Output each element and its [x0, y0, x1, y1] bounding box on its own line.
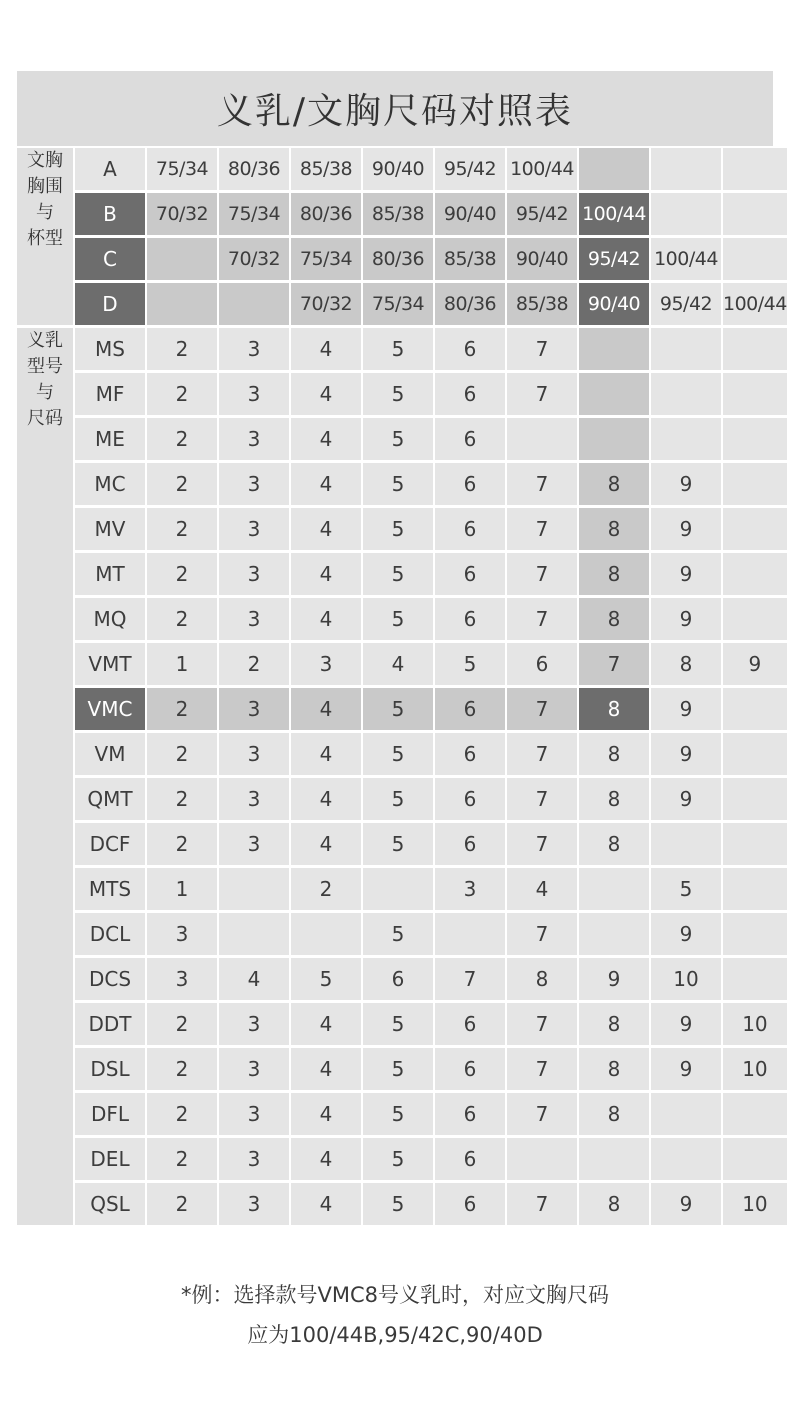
prosthesis-size-cell: 4 [363, 643, 433, 688]
bra-size-group-header [17, 148, 73, 328]
prosthesis-size-cell: 7 [507, 1183, 577, 1228]
prosthesis-size-cell: 5 [363, 553, 433, 598]
prosthesis-size-cell: 4 [291, 823, 361, 868]
group-header-text: 杯型 [27, 228, 63, 249]
prosthesis-group-header [17, 328, 73, 1228]
prosthesis-size-cell: 5 [363, 913, 433, 958]
prosthesis-size-cell: 3 [219, 823, 289, 868]
prosthesis-size-cell [723, 958, 787, 1003]
prosthesis-size-cell [579, 418, 649, 463]
prosthesis-size-cell: 5 [363, 463, 433, 508]
prosthesis-size-cell: 7 [507, 1003, 577, 1048]
cup-label: B [75, 193, 145, 238]
prosthesis-size-cell [723, 1093, 787, 1138]
bra-size-cell [723, 238, 787, 283]
prosthesis-size-cell: 1 [147, 643, 217, 688]
model-label: MV [75, 508, 145, 553]
model-label: DEL [75, 1138, 145, 1183]
prosthesis-size-cell: 6 [435, 1093, 505, 1138]
bra-size-cell: 75/34 [219, 193, 289, 238]
bra-size-cell: 95/42 [651, 283, 721, 328]
model-label: DCL [75, 913, 145, 958]
prosthesis-size-cell: 4 [291, 688, 361, 733]
prosthesis-size-cell [723, 418, 787, 463]
model-label: QSL [75, 1183, 145, 1228]
bra-size-cell: 100/44 [723, 283, 787, 328]
prosthesis-size-cell: 7 [507, 688, 577, 733]
prosthesis-size-cell: 5 [363, 1138, 433, 1183]
cup-label: D [75, 283, 145, 328]
prosthesis-size-cell: 4 [291, 1183, 361, 1228]
bra-size-cell [579, 148, 649, 193]
prosthesis-size-cell: 8 [579, 598, 649, 643]
prosthesis-size-cell: 2 [147, 778, 217, 823]
prosthesis-size-cell: 2 [147, 1138, 217, 1183]
prosthesis-size-cell: 6 [435, 1183, 505, 1228]
prosthesis-size-cell [723, 778, 787, 823]
prosthesis-size-cell: 9 [651, 508, 721, 553]
prosthesis-size-cell [723, 508, 787, 553]
bra-size-cell: 70/32 [147, 193, 217, 238]
cup-label: A [75, 148, 145, 193]
prosthesis-size-cell: 2 [147, 553, 217, 598]
prosthesis-size-cell: 3 [219, 1093, 289, 1138]
prosthesis-size-cell: 4 [291, 508, 361, 553]
bra-size-cell: 80/36 [219, 148, 289, 193]
prosthesis-size-cell: 2 [147, 733, 217, 778]
prosthesis-size-cell: 3 [435, 868, 505, 913]
prosthesis-size-cell: 4 [291, 328, 361, 373]
bra-size-cell: 70/32 [219, 238, 289, 283]
prosthesis-size-cell [723, 598, 787, 643]
prosthesis-size-cell: 5 [363, 733, 433, 778]
prosthesis-size-cell: 5 [363, 373, 433, 418]
prosthesis-size-cell: 6 [435, 418, 505, 463]
note-line-2: 应为100/44B,95/42C,90/40D [247, 1323, 543, 1347]
group-header-text: 胸围 [27, 176, 63, 197]
model-label: MT [75, 553, 145, 598]
group-header-text: 义乳 [27, 330, 63, 351]
prosthesis-size-cell: 9 [651, 733, 721, 778]
group-header-text: 型号 [27, 356, 63, 377]
prosthesis-size-cell: 6 [507, 643, 577, 688]
prosthesis-size-cell: 2 [147, 1093, 217, 1138]
prosthesis-size-cell [723, 1138, 787, 1183]
prosthesis-size-cell [579, 913, 649, 958]
prosthesis-size-cell: 3 [147, 913, 217, 958]
prosthesis-size-cell: 8 [579, 1048, 649, 1093]
prosthesis-size-cell: 3 [219, 598, 289, 643]
prosthesis-size-cell: 6 [435, 823, 505, 868]
prosthesis-size-cell: 6 [435, 373, 505, 418]
prosthesis-size-cell: 8 [579, 778, 649, 823]
prosthesis-size-cell: 8 [579, 1183, 649, 1228]
model-label: DFL [75, 1093, 145, 1138]
bra-size-cell: 75/34 [147, 148, 217, 193]
prosthesis-size-cell: 9 [723, 643, 787, 688]
prosthesis-size-cell: 8 [651, 643, 721, 688]
model-label: DCF [75, 823, 145, 868]
prosthesis-size-cell: 7 [507, 463, 577, 508]
prosthesis-size-cell: 6 [435, 1003, 505, 1048]
prosthesis-size-cell: 5 [363, 823, 433, 868]
prosthesis-size-cell: 8 [579, 1003, 649, 1048]
note-line-1: *例：选择款号VMC8号义乳时，对应文胸尺码 [180, 1283, 609, 1307]
prosthesis-size-cell: 4 [219, 958, 289, 1003]
bra-size-cell: 85/38 [291, 148, 361, 193]
prosthesis-size-cell: 4 [291, 418, 361, 463]
prosthesis-size-cell: 10 [723, 1183, 787, 1228]
prosthesis-size-cell: 9 [651, 688, 721, 733]
model-label: QMT [75, 778, 145, 823]
prosthesis-size-cell: 5 [363, 778, 433, 823]
prosthesis-size-cell: 2 [291, 868, 361, 913]
model-label: DSL [75, 1048, 145, 1093]
model-label: MQ [75, 598, 145, 643]
group-header-text: 文胸 [27, 150, 63, 171]
model-label: ME [75, 418, 145, 463]
prosthesis-size-cell: 6 [435, 733, 505, 778]
prosthesis-size-cell [219, 913, 289, 958]
prosthesis-size-cell: 5 [363, 508, 433, 553]
prosthesis-size-cell [723, 913, 787, 958]
prosthesis-size-cell: 2 [147, 463, 217, 508]
prosthesis-size-cell: 2 [219, 643, 289, 688]
prosthesis-size-cell: 6 [435, 508, 505, 553]
prosthesis-size-cell [507, 418, 577, 463]
bra-size-cell: 95/42 [579, 238, 649, 283]
bra-size-cell [147, 283, 217, 328]
prosthesis-size-cell [651, 823, 721, 868]
prosthesis-size-cell: 8 [579, 463, 649, 508]
bra-size-cell: 80/36 [363, 238, 433, 283]
bra-size-cell: 80/36 [435, 283, 505, 328]
prosthesis-size-cell [507, 1138, 577, 1183]
prosthesis-size-cell: 3 [219, 553, 289, 598]
prosthesis-size-cell [723, 373, 787, 418]
prosthesis-size-cell: 4 [291, 1093, 361, 1138]
bra-size-cell: 85/38 [435, 238, 505, 283]
prosthesis-size-cell [291, 913, 361, 958]
bra-size-cell [651, 193, 721, 238]
prosthesis-size-cell: 5 [363, 598, 433, 643]
cup-label: C [75, 238, 145, 283]
prosthesis-size-cell: 10 [723, 1048, 787, 1093]
prosthesis-size-cell: 9 [579, 958, 649, 1003]
prosthesis-size-cell [579, 868, 649, 913]
prosthesis-size-cell [219, 868, 289, 913]
prosthesis-size-cell: 7 [507, 733, 577, 778]
model-label: DDT [75, 1003, 145, 1048]
prosthesis-size-cell: 5 [363, 688, 433, 733]
prosthesis-size-cell: 2 [147, 508, 217, 553]
bra-size-cell: 90/40 [435, 193, 505, 238]
prosthesis-size-cell: 5 [651, 868, 721, 913]
prosthesis-size-cell: 8 [579, 823, 649, 868]
prosthesis-size-cell: 7 [507, 373, 577, 418]
page-title: 义乳/文胸尺码对照表 [17, 71, 773, 146]
prosthesis-size-cell: 4 [291, 733, 361, 778]
prosthesis-size-cell: 9 [651, 553, 721, 598]
prosthesis-size-cell: 5 [363, 1093, 433, 1138]
prosthesis-size-cell: 6 [435, 328, 505, 373]
bra-size-cell: 100/44 [507, 148, 577, 193]
prosthesis-size-cell: 3 [219, 778, 289, 823]
bra-size-cell: 100/44 [579, 193, 649, 238]
example-note [0, 1275, 790, 1355]
prosthesis-size-cell: 3 [219, 1048, 289, 1093]
prosthesis-size-cell: 9 [651, 1183, 721, 1228]
bra-size-cell: 90/40 [363, 148, 433, 193]
prosthesis-size-cell: 8 [579, 1093, 649, 1138]
prosthesis-size-cell [723, 868, 787, 913]
prosthesis-size-cell: 7 [507, 508, 577, 553]
model-label: MC [75, 463, 145, 508]
bra-size-cell [723, 148, 787, 193]
prosthesis-size-cell: 6 [435, 1138, 505, 1183]
prosthesis-size-cell: 7 [507, 328, 577, 373]
model-label: DCS [75, 958, 145, 1003]
prosthesis-size-cell: 6 [435, 688, 505, 733]
model-label: VMT [75, 643, 145, 688]
prosthesis-size-cell [651, 373, 721, 418]
size-chart-table [17, 148, 787, 1228]
prosthesis-size-cell: 8 [579, 553, 649, 598]
prosthesis-size-cell: 8 [579, 688, 649, 733]
prosthesis-size-cell: 8 [507, 958, 577, 1003]
prosthesis-size-cell: 9 [651, 598, 721, 643]
prosthesis-size-cell: 3 [291, 643, 361, 688]
prosthesis-size-cell: 9 [651, 463, 721, 508]
bra-size-cell [147, 238, 217, 283]
prosthesis-size-cell: 4 [291, 778, 361, 823]
prosthesis-size-cell: 3 [219, 508, 289, 553]
prosthesis-size-cell: 5 [435, 643, 505, 688]
prosthesis-size-cell: 1 [147, 868, 217, 913]
prosthesis-size-cell: 4 [291, 598, 361, 643]
prosthesis-size-cell: 7 [507, 1048, 577, 1093]
prosthesis-size-cell: 7 [507, 913, 577, 958]
prosthesis-size-cell: 4 [291, 463, 361, 508]
prosthesis-size-cell [579, 328, 649, 373]
bra-size-cell: 75/34 [291, 238, 361, 283]
prosthesis-size-cell: 6 [435, 598, 505, 643]
bra-size-cell: 95/42 [435, 148, 505, 193]
prosthesis-size-cell [723, 463, 787, 508]
prosthesis-size-cell: 3 [219, 373, 289, 418]
prosthesis-size-cell: 4 [291, 1003, 361, 1048]
bra-size-cell [651, 148, 721, 193]
prosthesis-size-cell: 3 [219, 1183, 289, 1228]
prosthesis-size-cell: 6 [435, 778, 505, 823]
group-header-text: 与 [36, 202, 54, 223]
bra-size-cell: 80/36 [291, 193, 361, 238]
prosthesis-size-cell: 2 [147, 598, 217, 643]
prosthesis-size-cell: 3 [219, 1138, 289, 1183]
bra-size-cell [723, 193, 787, 238]
prosthesis-size-cell: 7 [579, 643, 649, 688]
prosthesis-size-cell: 4 [291, 553, 361, 598]
prosthesis-size-cell: 2 [147, 1048, 217, 1093]
model-label: MF [75, 373, 145, 418]
prosthesis-size-cell: 8 [579, 733, 649, 778]
prosthesis-size-cell: 2 [147, 328, 217, 373]
prosthesis-size-cell [435, 913, 505, 958]
bra-size-cell: 90/40 [507, 238, 577, 283]
prosthesis-size-cell [723, 823, 787, 868]
prosthesis-size-cell [579, 373, 649, 418]
prosthesis-size-cell: 7 [507, 823, 577, 868]
prosthesis-size-cell: 6 [363, 958, 433, 1003]
prosthesis-size-cell [579, 1138, 649, 1183]
prosthesis-size-cell: 2 [147, 1183, 217, 1228]
prosthesis-size-cell [723, 328, 787, 373]
prosthesis-size-cell: 4 [291, 1138, 361, 1183]
bra-size-cell: 100/44 [651, 238, 721, 283]
prosthesis-size-cell: 3 [219, 463, 289, 508]
prosthesis-size-cell: 5 [291, 958, 361, 1003]
prosthesis-size-cell: 5 [363, 418, 433, 463]
prosthesis-size-cell: 9 [651, 1003, 721, 1048]
prosthesis-size-cell: 6 [435, 1048, 505, 1093]
prosthesis-size-cell: 4 [291, 373, 361, 418]
bra-size-cell: 90/40 [579, 283, 649, 328]
prosthesis-size-cell [651, 1093, 721, 1138]
prosthesis-size-cell: 4 [291, 1048, 361, 1093]
prosthesis-size-cell [723, 733, 787, 778]
prosthesis-size-cell: 7 [507, 778, 577, 823]
prosthesis-size-cell: 8 [579, 508, 649, 553]
prosthesis-size-cell: 2 [147, 823, 217, 868]
prosthesis-size-cell [651, 418, 721, 463]
prosthesis-size-cell: 3 [219, 1003, 289, 1048]
bra-size-cell: 85/38 [507, 283, 577, 328]
bra-size-cell: 95/42 [507, 193, 577, 238]
prosthesis-size-cell: 7 [507, 1093, 577, 1138]
bra-size-cell: 70/32 [291, 283, 361, 328]
model-label: MTS [75, 868, 145, 913]
prosthesis-size-cell: 3 [219, 733, 289, 778]
prosthesis-size-cell: 5 [363, 1048, 433, 1093]
prosthesis-size-cell: 10 [651, 958, 721, 1003]
prosthesis-size-cell: 5 [363, 328, 433, 373]
prosthesis-size-cell: 7 [435, 958, 505, 1003]
prosthesis-size-cell: 9 [651, 913, 721, 958]
prosthesis-size-cell [651, 1138, 721, 1183]
prosthesis-size-cell: 2 [147, 1003, 217, 1048]
prosthesis-size-cell [723, 553, 787, 598]
bra-size-cell: 75/34 [363, 283, 433, 328]
prosthesis-size-cell: 6 [435, 463, 505, 508]
prosthesis-size-cell: 5 [363, 1003, 433, 1048]
prosthesis-size-cell: 2 [147, 373, 217, 418]
prosthesis-size-cell [651, 328, 721, 373]
prosthesis-size-cell: 9 [651, 1048, 721, 1093]
model-label: MS [75, 328, 145, 373]
prosthesis-size-cell: 3 [219, 328, 289, 373]
prosthesis-size-cell: 6 [435, 553, 505, 598]
prosthesis-size-cell: 3 [219, 688, 289, 733]
prosthesis-size-cell [723, 688, 787, 733]
model-label: VMC [75, 688, 145, 733]
bra-size-cell [219, 283, 289, 328]
prosthesis-size-cell: 3 [219, 418, 289, 463]
model-label: VM [75, 733, 145, 778]
prosthesis-size-cell: 7 [507, 598, 577, 643]
prosthesis-size-cell: 7 [507, 553, 577, 598]
prosthesis-size-cell: 9 [651, 778, 721, 823]
prosthesis-size-cell: 5 [363, 1183, 433, 1228]
prosthesis-size-cell [363, 868, 433, 913]
group-header-text: 与 [36, 382, 54, 403]
prosthesis-size-cell: 3 [147, 958, 217, 1003]
prosthesis-size-cell: 2 [147, 688, 217, 733]
bra-size-cell: 85/38 [363, 193, 433, 238]
prosthesis-size-cell: 4 [507, 868, 577, 913]
prosthesis-size-cell: 10 [723, 1003, 787, 1048]
prosthesis-size-cell: 2 [147, 418, 217, 463]
group-header-text: 尺码 [27, 408, 63, 429]
